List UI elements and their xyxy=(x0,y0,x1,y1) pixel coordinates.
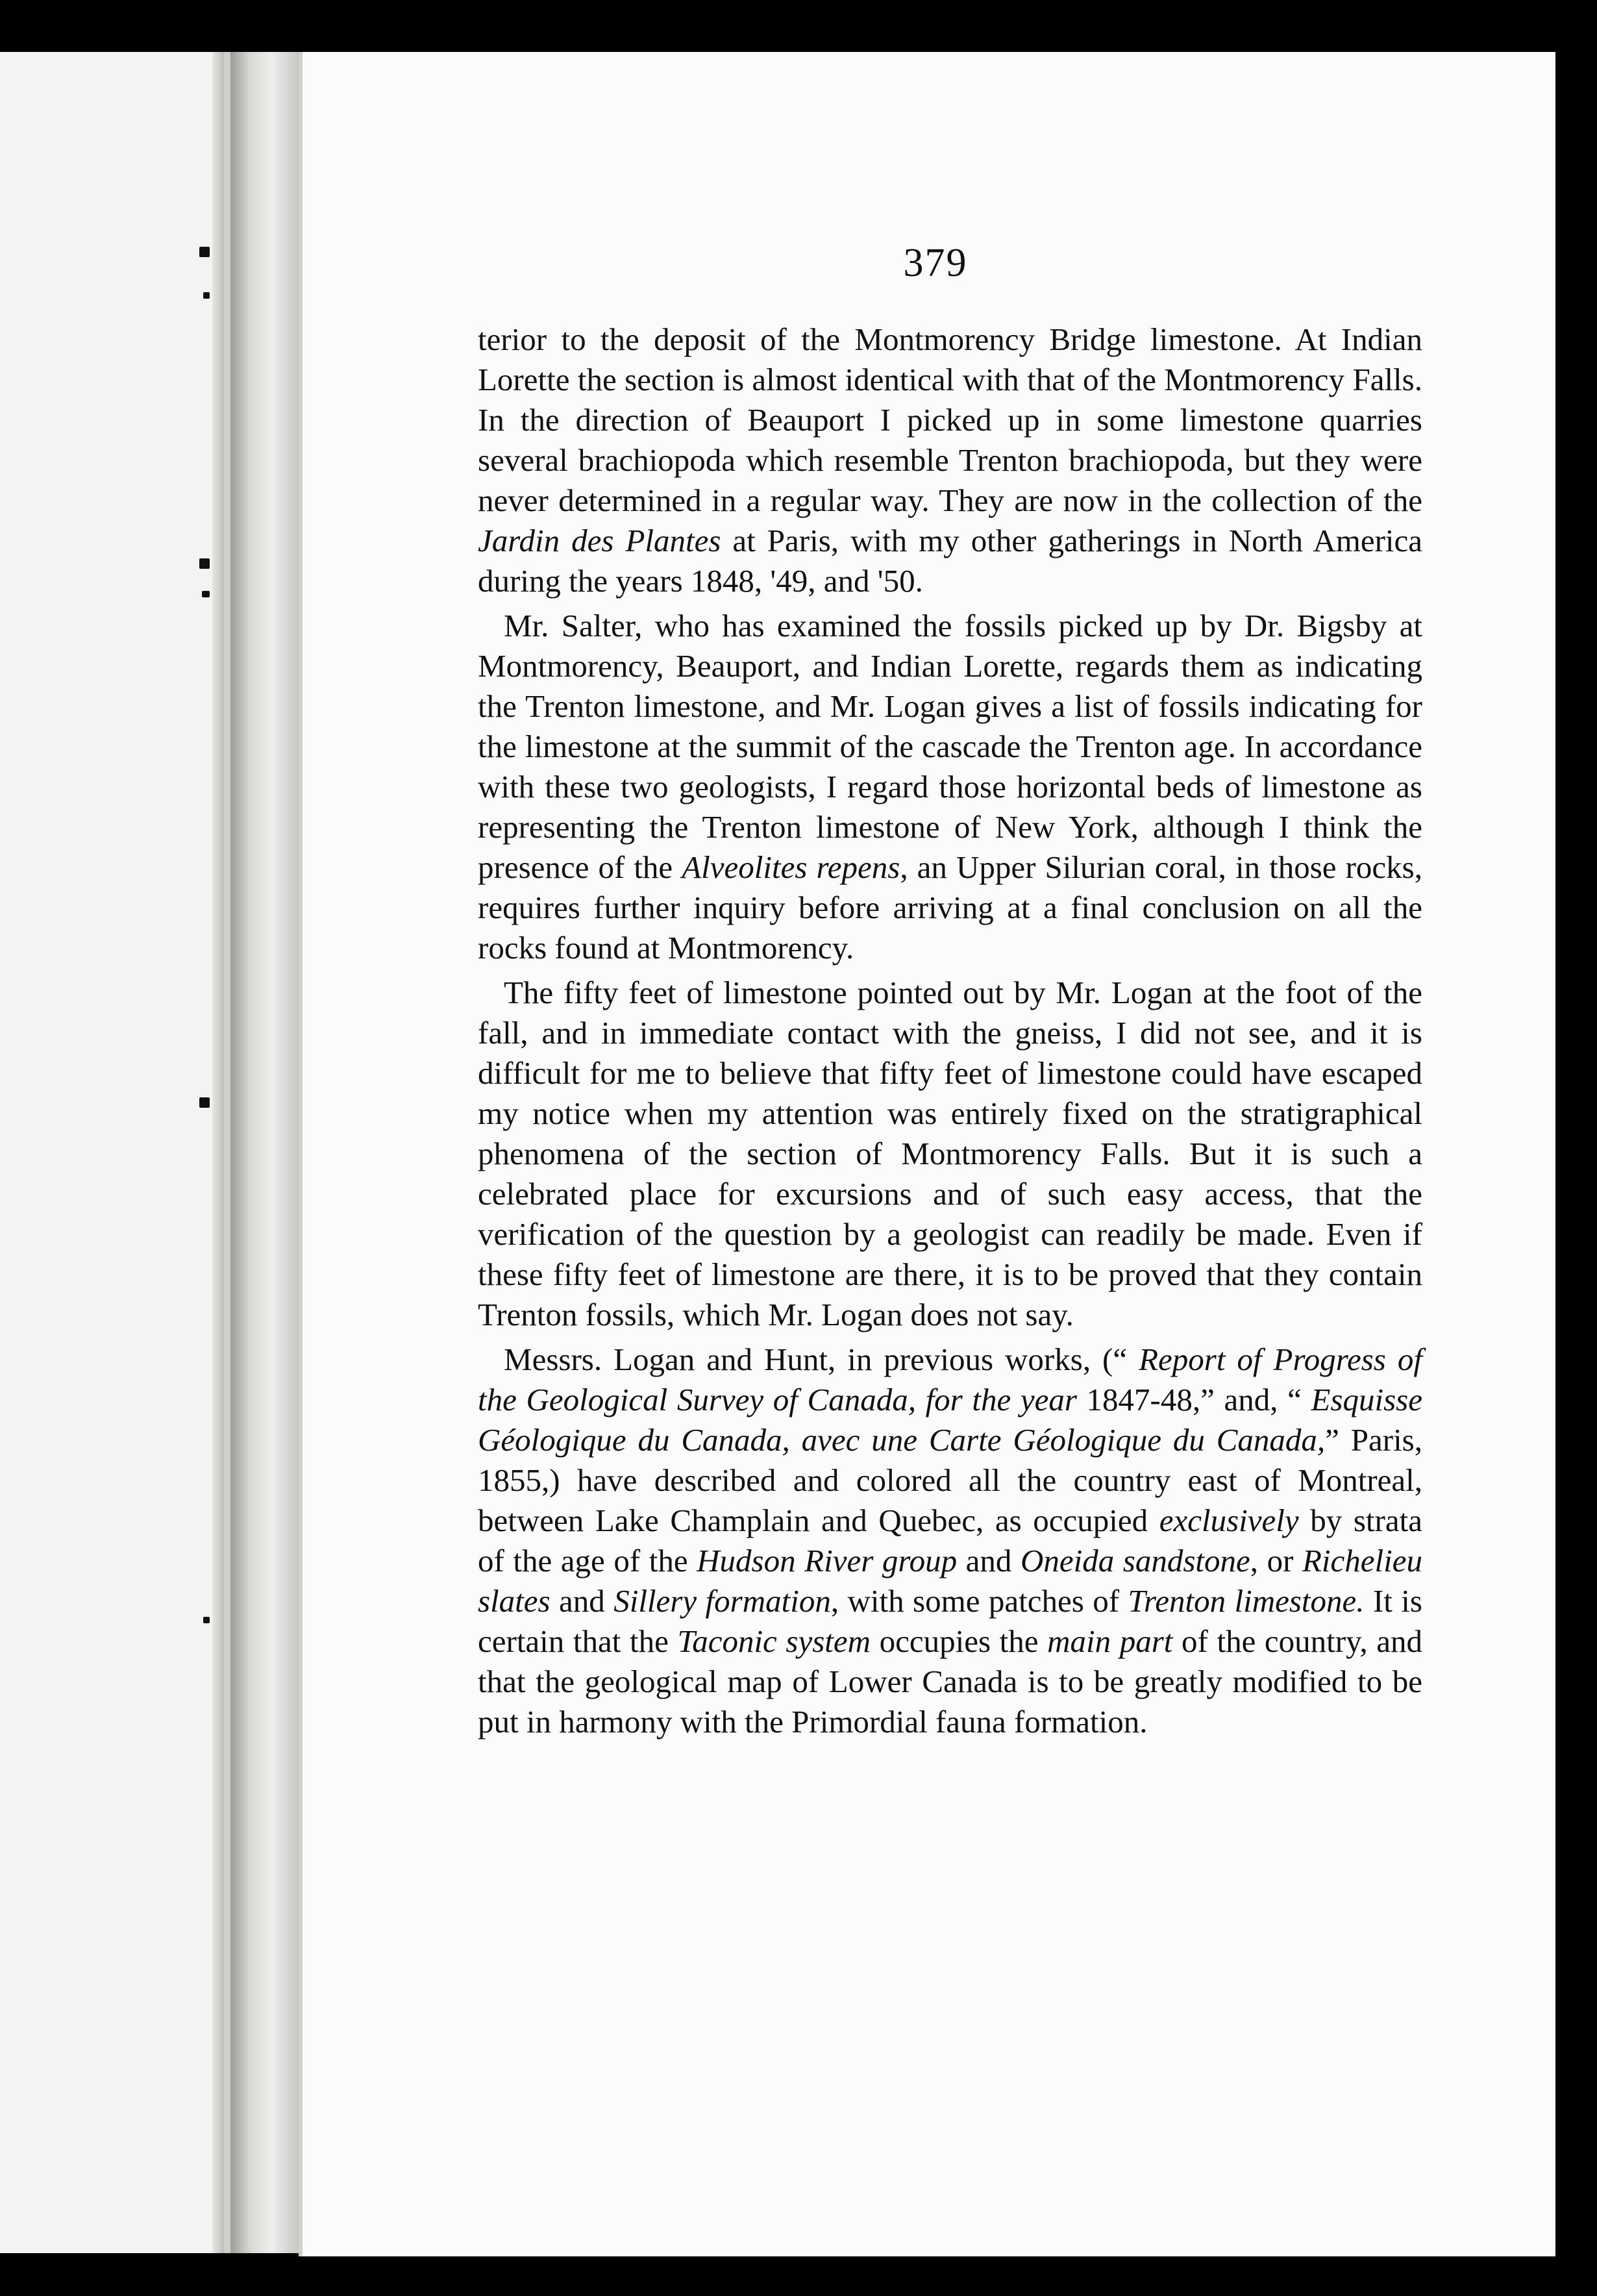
text-run: , or xyxy=(1250,1543,1302,1578)
text-run: and xyxy=(957,1543,1021,1578)
page-mark xyxy=(199,247,210,257)
italic-text-run: Hudson River group xyxy=(697,1543,958,1578)
page-mark xyxy=(203,1617,210,1623)
italic-text-run: exclusively xyxy=(1159,1503,1299,1538)
page-number: 379 xyxy=(903,241,968,285)
italic-text-run: Taconic system xyxy=(677,1623,871,1659)
text-run: , with some patches of xyxy=(830,1583,1128,1619)
text-run: Mr. Salter, who has examined the fossils picked up by Dr. Bigsby at Montmorency, Beauport, and Indian Lorette, regards them as indicating the Trenton limestone, and Mr. Logan gives a list of fossils indicating for the limestone at the summit of the cascade the Trenton age. In accordance with these two geologists, I regard those horizontal beds of limestone as representing the Trenton limestone of New York, although I think the presence of the xyxy=(478,608,1422,885)
page-mark xyxy=(199,1097,210,1108)
paragraph xyxy=(478,606,1422,968)
page-mark xyxy=(199,558,210,569)
paragraph xyxy=(478,1340,1422,1742)
text-run: and xyxy=(550,1583,614,1619)
left-page-edge xyxy=(212,52,224,2253)
text-run: The fifty feet of limestone pointed out by Mr. Logan at the foot of the fall, and in immediate contact with the gneiss, I did not see, and it is difficult for me to believe that fifty feet of limestone could have escaped my notice when my attention was entirely fixed on the stratigraphical phenomena of the section of Montmorency Falls. But it is such a celebrated place for excursions and of such easy access, that the verification of the question by a geologist can readily be made. Even if these fifty feet of limestone are there, it is to be proved that they contain Trenton fossils, which Mr. Logan does not say. xyxy=(478,975,1422,1332)
page-mark xyxy=(203,292,210,299)
italic-text-run: Report of Progress of the Geological Survey of Canada, for the year xyxy=(478,1341,1422,1417)
text-run: by strata of the age of the xyxy=(478,1503,1422,1578)
text-run: at Paris, with my other gatherings in North America during the years 1848, '49, and '50. xyxy=(478,523,1422,599)
italic-text-run: Jardin des Plantes xyxy=(478,523,721,558)
paragraph xyxy=(478,319,1422,601)
text-run: terior to the deposit of the Montmorency Bridge limestone. At Indian Lorette the section is almost identical with that of the Montmorency Falls. In the direction of Beauport I picked up in some limestone quarries several brachiopoda which resemble Trenton brachiopoda, but they were never determined in a regular way. They are now in the collection of the xyxy=(478,321,1422,518)
text-run: 1847-48,” and, “ xyxy=(1076,1382,1311,1417)
paragraph xyxy=(478,973,1422,1335)
text-run: ” Paris, 1855,) have described and colored all the country east of Montreal, between Lake Champlain and Quebec, as occupied xyxy=(478,1422,1423,1538)
text-run: occupies the xyxy=(871,1623,1048,1659)
book-page xyxy=(299,52,1555,2256)
text-run: of the country, and that the geological map of Lower Canada is to be greatly modified to be put in harmony with the Primordial fauna formation. xyxy=(478,1623,1423,1740)
page-mark xyxy=(202,591,210,597)
italic-text-run: main part xyxy=(1047,1623,1173,1659)
body-text xyxy=(478,319,1422,1747)
italic-text-run: Alveolites repens xyxy=(682,849,900,885)
left-facing-page xyxy=(0,52,230,2253)
italic-text-run: Esquisse Géologique du Canada, avec une Carte Géologique du Canada, xyxy=(478,1382,1422,1458)
text-run: Messrs. Logan and Hunt, in previous works, (“ xyxy=(504,1341,1139,1377)
text-run: , an Upper Silurian coral, in those rocks, requires further inquiry before arriving at a final conclusion on all the rocks found at Montmorency. xyxy=(478,849,1422,966)
italic-text-run: Sillery formation xyxy=(613,1583,831,1619)
italic-text-run: Richelieu slates xyxy=(478,1543,1422,1619)
italic-text-run: Oneida sandstone xyxy=(1020,1543,1250,1578)
italic-text-run: Trenton limestone. xyxy=(1128,1583,1365,1619)
book-gutter xyxy=(230,52,299,2253)
text-run: It is certain that the xyxy=(478,1583,1422,1659)
